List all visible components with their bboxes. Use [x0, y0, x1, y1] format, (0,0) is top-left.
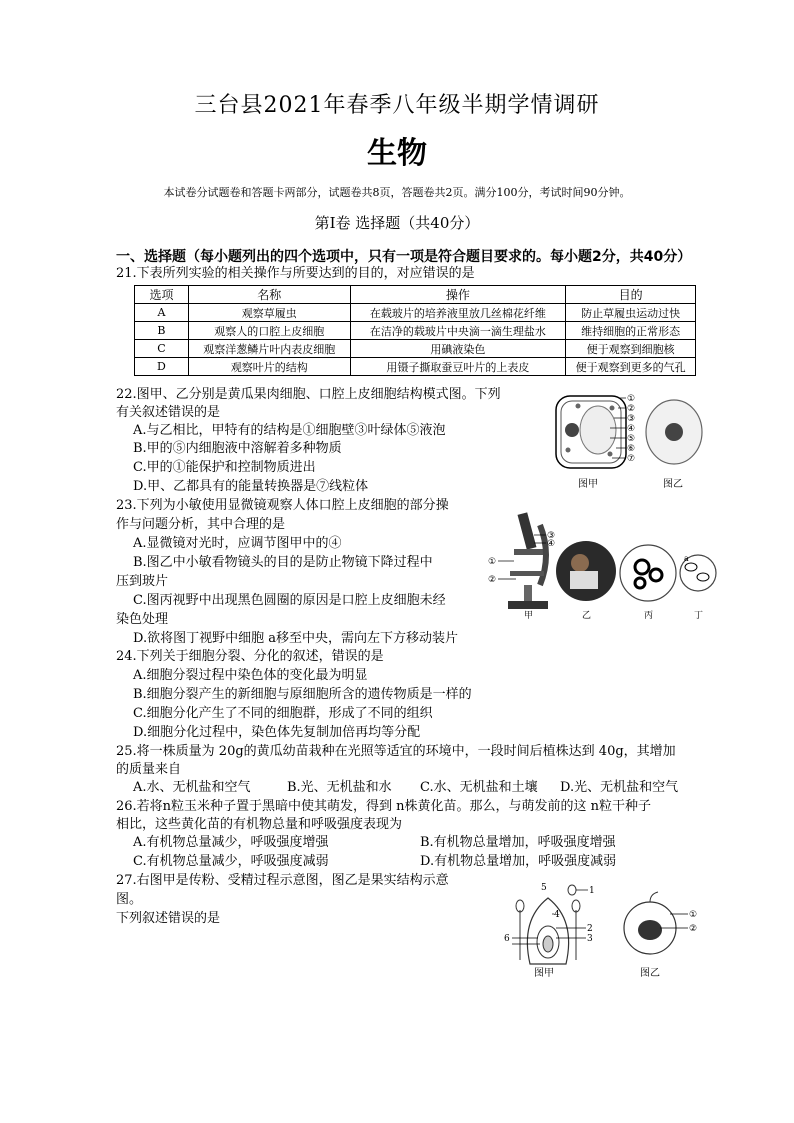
table-cell: 防止草履虫运动过快 — [566, 304, 696, 322]
question-23-option-c-cont: 染色处理 — [116, 612, 169, 627]
question-22-line: 22.图甲、乙分别是黄瓜果肉细胞、口腔上皮细胞结构模式图。下列 — [116, 387, 501, 402]
seed — [638, 920, 662, 940]
table-cell: 便于观察到更多的气孔 — [566, 358, 696, 376]
label-1: ① — [488, 557, 497, 567]
question-23-option-d: D.欲将图丁视野中细胞 a移至中央，需向左下方移动装片 — [133, 631, 458, 646]
table-cell: 观察叶片的结构 — [188, 358, 350, 376]
table-header: 目的 — [566, 286, 696, 304]
label-3: 3 — [587, 934, 593, 944]
table-cell: 在洁净的载玻片中央滴一滴生理盐水 — [350, 322, 566, 340]
subject-title: 生物 — [367, 136, 427, 171]
question-21-table — [134, 285, 696, 376]
question-24-option-b: B.细胞分裂产生的新细胞与原细胞所含的遗传物质是一样的 — [133, 687, 472, 702]
question-24-option-d: D.细胞分化过程中，染色体先复制加倍再均等分配 — [133, 725, 421, 740]
table-header: 操作 — [350, 286, 566, 304]
caption-ding: 丁 — [694, 611, 704, 620]
question-26-option-c: C.有机物总量减少，呼吸强度减弱 — [133, 854, 329, 869]
label-4: ④ — [547, 539, 556, 549]
table-header: 名称 — [188, 286, 350, 304]
pistil-outline — [527, 898, 568, 964]
exam-title: 三台县2021年春季八年级半期学情调研 — [194, 93, 600, 118]
question-22-line: 有关叙述错误的是 — [116, 405, 221, 420]
table-cell: 便于观察到细胞核 — [566, 340, 696, 358]
table-cell: A — [135, 304, 189, 322]
label-6: ⑥ — [627, 444, 636, 454]
label-3: ③ — [627, 414, 636, 424]
question-24-option-a: A.细胞分裂过程中染色体的变化最为明显 — [133, 668, 368, 683]
table-row — [135, 304, 696, 322]
table-cell: C — [135, 340, 189, 358]
table-row — [135, 340, 696, 358]
label-4: 4 — [554, 910, 560, 920]
microscope-figure — [488, 505, 718, 620]
caption-yi: 乙 — [582, 611, 592, 620]
question-27-line: 图。 — [116, 892, 143, 907]
table-cell: 用镊子撕取蚕豆叶片的上表皮 — [350, 358, 566, 376]
label-1: ① — [627, 394, 636, 404]
table-cell: D — [135, 358, 189, 376]
question-27-line: 下列叙述错误的是 — [116, 911, 221, 926]
question-25-option-c: C.水、无机盐和土壤 — [420, 780, 538, 795]
table-cell: 用碘液染色 — [350, 340, 566, 358]
exam-note: 本试卷分试题卷和答题卡两部分，试题卷共8页，答题卷共2页。满分100分，考试时间90分钟。 — [163, 186, 631, 199]
vacuole — [580, 406, 616, 454]
question-23-option-c: C.图丙视野中出现黑色圆圈的原因是口腔上皮细胞未经 — [133, 593, 446, 608]
figure-b-caption: 图乙 — [640, 968, 660, 979]
question-26-option-b: B.有机物总量增加，呼吸强度增强 — [420, 835, 616, 850]
question-22-option-d: D.甲、乙都具有的能量转换器是⑦线粒体 — [133, 479, 369, 494]
table-cell: 观察洋葱鳞片叶内表皮细胞 — [188, 340, 350, 358]
plant-nucleus — [565, 423, 579, 437]
cell-structure-figure — [548, 388, 708, 498]
pollination-fruit-figure — [500, 880, 710, 980]
table-cell: 观察人的口腔上皮细胞 — [188, 322, 350, 340]
label-1: 1 — [589, 886, 595, 896]
question-26-option-d: D.有机物总量增加，呼吸强度减弱 — [420, 854, 617, 869]
table-cell: 维持细胞的正常形态 — [566, 322, 696, 340]
table-cell: 观察草履虫 — [188, 304, 350, 322]
question-23-option-a: A.显微镜对光时，应调节图甲中的④ — [133, 536, 342, 551]
question-26-line: 相比，这些黄化苗的有机物总量和呼吸强度表现为 — [116, 817, 403, 832]
question-25-option-d: D.光、无机盐和空气 — [560, 780, 679, 795]
label-4: ④ — [627, 424, 636, 434]
question-27-line: 27.右图甲是传粉、受精过程示意图，图乙是果实结构示意 — [116, 873, 449, 888]
question-26-line: 26.若将n粒玉米种子置于黑暗中使其萌发，得到 n株黄化苗。那么，与萌发前的这 n粒干种子 — [116, 799, 652, 814]
question-24-option-c: C.细胞分化产生了不同的细胞群，形成了不同的组织 — [133, 706, 433, 721]
table-row — [135, 322, 696, 340]
cell-a-label: a — [684, 554, 689, 563]
question-22-option-b: B.甲的⑤内细胞液中溶解着多种物质 — [133, 441, 342, 456]
fruit-label-1: ① — [689, 910, 698, 920]
question-23-option-b-cont: 压到玻片 — [116, 574, 169, 589]
table-header-row — [135, 286, 696, 304]
question-25-line: 的质量来自 — [116, 762, 182, 777]
caption-jia: 甲 — [524, 611, 534, 620]
animal-nucleus — [665, 423, 683, 441]
question-24-stem: 24.下列关于细胞分裂、分化的叙述，错误的是 — [116, 649, 384, 664]
question-25-option-a: A.水、无机盐和空气 — [133, 780, 251, 795]
question-23-line: 23.下列为小敏使用显微镜观察人体口腔上皮细胞的部分操 — [116, 498, 449, 513]
question-22-option-c: C.甲的①能保护和控制物质进出 — [133, 460, 316, 475]
figure-a-caption: 图甲 — [534, 968, 554, 979]
label-2: ② — [627, 404, 636, 414]
table-row — [135, 358, 696, 376]
label-5: 5 — [541, 883, 547, 893]
figure-a-caption: 图甲 — [578, 479, 598, 490]
label-2: ② — [488, 575, 497, 585]
figure-b-caption: 图乙 — [663, 479, 683, 490]
question-25-line: 25.将一株质量为 20g的黄瓜幼苗栽种在光照等适宜的环境中，一段时间后植株达到 40g，其增加 — [116, 744, 676, 759]
question-23-line: 作与问题分析，其中合理的是 — [116, 517, 286, 532]
label-5: ⑤ — [627, 434, 636, 444]
question-22-option-a: A.与乙相比，甲特有的结构是①细胞壁③叶绿体⑤液泡 — [133, 423, 446, 438]
fruit-label-2: ② — [689, 924, 698, 934]
label-2: 2 — [587, 924, 593, 934]
section-heading: 一、选择题（每小题列出的四个选项中，只有一项是符合题目要求的。每小题2分，共40分） — [116, 249, 692, 265]
label-7: ⑦ — [627, 454, 636, 464]
caption-bing: 丙 — [644, 611, 654, 620]
volume-title: 第Ⅰ卷 选择题（共40分） — [314, 214, 480, 232]
question-23-option-b: B.图乙中小敏看物镜头的目的是防止物镜下降过程中 — [133, 555, 433, 570]
question-25-option-b: B.光、无机盐和水 — [287, 780, 392, 795]
label-6: 6 — [504, 934, 510, 944]
question-26-option-a: A.有机物总量减少，呼吸强度增强 — [133, 835, 329, 850]
table-header: 选项 — [135, 286, 189, 304]
table-cell: 在载玻片的培养液里放几丝棉花纤维 — [350, 304, 566, 322]
table-cell: B — [135, 322, 189, 340]
question-21-stem: 21.下表所列实验的相关操作与所要达到的目的，对应错误的是 — [116, 266, 475, 281]
label-3: ③ — [547, 531, 556, 541]
